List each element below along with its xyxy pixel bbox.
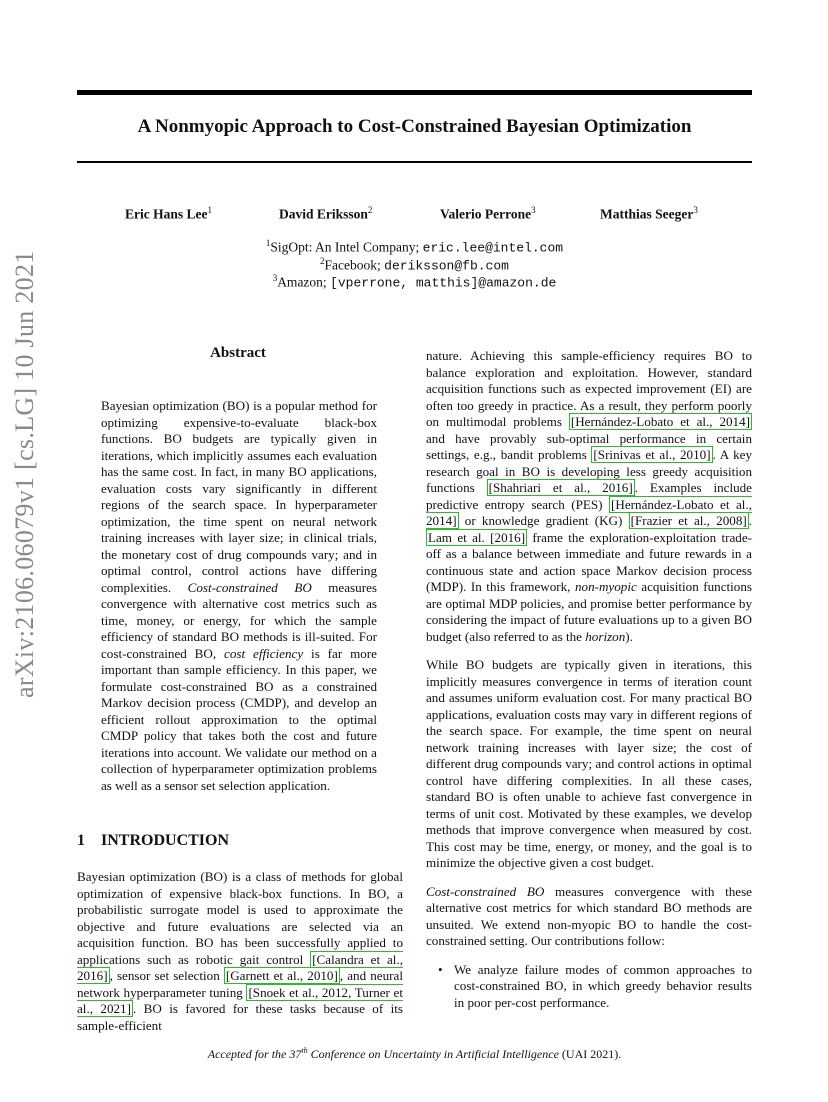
contributions-list (426, 962, 752, 1012)
title-rule-bottom (77, 161, 752, 163)
paragraph: Cost-constrained BO measures convergence with these alternative cost metrics for which standard BO methods are unsuited. We extend non-myopic BO to handle the cost-constrained setting. Our contributions follow: (426, 883, 752, 948)
author: David Eriksson$^2$ (279, 205, 373, 222)
right-column (426, 348, 752, 1011)
title-rule-top (77, 90, 752, 95)
email: eric.lee@intel.com (422, 240, 564, 256)
section-heading: 1 INTRODUCTION (77, 832, 230, 849)
abstract-heading: Abstract (210, 345, 266, 361)
citation-link[interactable]: [Hernández-Lobato et al., 2014] (570, 414, 750, 429)
citation-link[interactable]: [Hernández-Lobato et al., 2014] (426, 496, 752, 528)
author: Matthias Seeger$^3$ (600, 205, 698, 222)
arxiv-stamp: arXiv:2106.06079v1 [cs.LG] 10 Jun 2021 (10, 250, 39, 698)
affiliation: $^1$SigOpt: An Intel Company; eric.lee@intel.com (265, 238, 564, 256)
citation-link[interactable]: Lam et al. [2016] (428, 529, 526, 545)
email: deriksson@fb.com (384, 258, 509, 274)
list-item: • We analyze failure modes of common approaches to cost-constrained BO, in which greedy behavior results in poor per-cost performance. (438, 962, 752, 1012)
paragraph: While BO budgets are typically given in iterations, this implicitly measures convergence in terms of iteration count and assumes uniform evaluation cost. For many practical BO applications, evaluation costs may vary in different regions of the search space. For example, the time spent on neural network training increases with layer size; the cost of different drug compounds vary; and control actions in optimal control have differing complexities. In all these cases, standard BO is often unable to achieve fast convergence in terms of unit cost. Motivated by these examples, we develop methods that improve convergence when measured by cost. This cost may be time, energy, or money, and the goal is to minimize the objective given a cost budget. (426, 657, 752, 870)
citation-link[interactable]: [Garnett et al., 2010] (225, 968, 338, 983)
intro-left-column: Bayesian optimization (BO) is a class of methods for global optimization of expensive black-box functions. In BO, a probabilistic surrogate model is used to approximate the objective and future evaluations are selected via an acquisition function. BO has been successfully applied to applications such as robotic gait control [Calandra et al., 2016] , sensor set selection [Garnett et al., 2010] , and neural network hyperparameter tuning [Snoek et al., 2012, Turner et al., 2021] . BO is favored for these tasks because of its sample-efficient (77, 869, 403, 1033)
abstract-body: Bayesian optimization (BO) is a popular method for optimizing expensive-to-evaluate black-box functions. BO budgets are typically given in iterations, which implicitly assumes each evaluation has the same cost. In fact, in many BO applications, evaluation costs vary significantly in different regions of the search space. In hyperparameter optimization, the time spent on neural network training increases with layer size; in clinical trials, the monetary cost of drug compounds vary; and in optimal control, control actions have differing complexities. Cost-constrained BO measures convergence with alternative cost metrics such as time, money, or energy, for which the sample efficiency of standard BO methods is ill-suited. For cost-constrained BO, cost efficiency is far more important than sample efficiency. In this paper, we formulate cost-constrained BO as a constrained Markov decision process (CMDP), and develop an efficient rollout approximation to the optimal CMDP policy that takes both the cost and future iterations into account. We validate our method on a collection of hyperparameter optimization problems as well as a sensor set selection application. (101, 398, 377, 793)
footer-note: Accepted for the 37th Conference on Uncertainty in Artificial Intelligence (UAI 2021). (207, 1046, 622, 1061)
paper-title: A Nonmyopic Approach to Cost-Constrained Bayesian Optimization (137, 116, 692, 137)
citation-link[interactable]: [Snoek et al., 2012, Turner et al., 2021] (77, 984, 403, 1016)
author: Eric Hans Lee$^1$ (125, 205, 212, 222)
citation-link[interactable]: [Frazier et al., 2008] (630, 513, 747, 528)
email: [vperrone, matthis]@amazon.de (330, 275, 557, 291)
citation-link[interactable]: [Calandra et al., 2016] (77, 951, 403, 983)
affiliation: $^2$Facebook; deriksson@fb.com (320, 256, 509, 274)
affiliation: $^3$Amazon; [vperrone, matthis]@amazon.de (272, 273, 557, 291)
paragraph: nature. Achieving this sample-efficiency requires BO to balance exploration and exploitation. However, standard acquisition functions such as expected improvement (EI) are often too greedy in practice. As a result, they perform poorly on multimodal problems [Hernández-Lobato et al., 2014] and have provably sub-optimal performance in certain settings, e.g., bandit problems [Srinivas et al., 2010] . A key research goal in BO is developing less greedy acquisition functions [Shahriari et al., 2016] . Examples include predictive entropy search (PES) [Hernández-Lobato et al., 2014] or knowledge gradient (KG) [Frazier et al., 2008] . Lam et al. [2016] frame the exploration-exploitation trade-off as a balance between immediate and future rewards in a continuous state and action space Markov decision process (MDP). In this framework, non-myopic acquisition functions are optimal MDP policies, and promise better performance by considering the impact of future evaluations up to a given BO budget (also referred to as the horizon). (426, 348, 753, 644)
citation-link[interactable]: [Srinivas et al., 2010] (593, 447, 711, 462)
citation-link[interactable]: [Shahriari et al., 2016] (488, 480, 633, 495)
author: Valerio Perrone$^3$ (440, 205, 536, 222)
